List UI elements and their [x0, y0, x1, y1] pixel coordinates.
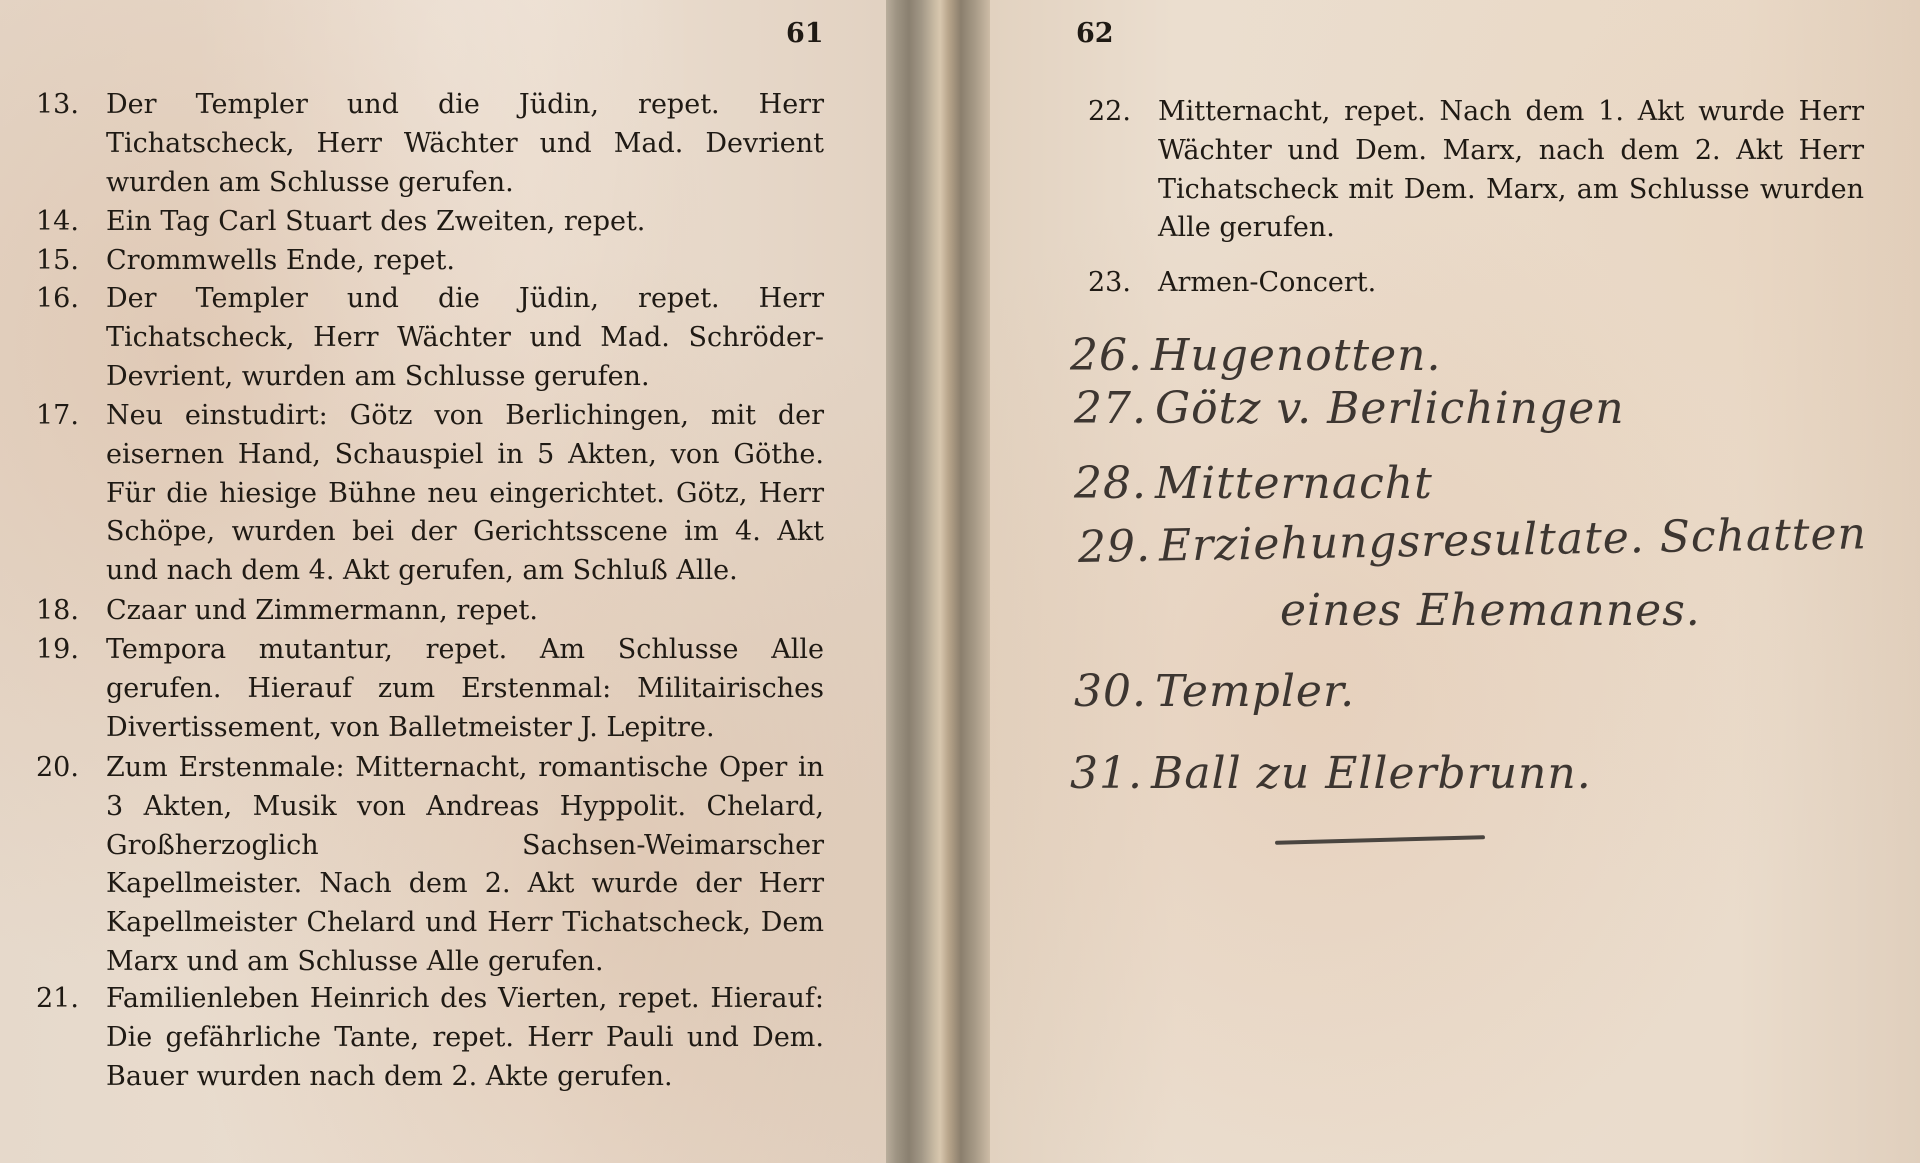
entry-text: Czaar und Zimmermann, repet. — [106, 595, 538, 626]
entry-number: 17. — [36, 400, 79, 431]
entry-number: 15. — [36, 245, 79, 276]
entry-number: 18. — [36, 595, 79, 626]
right-page — [990, 0, 1920, 1163]
handwritten-number: 27. — [1074, 383, 1147, 434]
handwritten-text: Hugenotten. — [1150, 330, 1442, 381]
entry-text: Mitternacht, repet. Nach dem 1. Akt wurde Herr Wächter und Dem. Marx, nach dem 2. Akt Herr Tichatscheck mit Dem. Marx, am Schlusse wurden Alle gerufen. — [1158, 96, 1864, 244]
entry-19 — [36, 631, 824, 747]
entry-number: 16. — [36, 283, 79, 314]
entry-number: 14. — [36, 206, 79, 237]
handwritten-entry-26 — [1070, 330, 1441, 381]
entry-13 — [36, 86, 824, 202]
handwritten-text: eines Ehemannes. — [1280, 585, 1701, 636]
handwritten-number: 30. — [1074, 666, 1147, 717]
entry-16 — [36, 280, 824, 396]
handwritten-entry-29 — [1078, 508, 1868, 573]
entry-number: 22. — [1088, 96, 1131, 127]
entry-text: Der Templer und die Jüdin, repet. Herr Tichatscheck, Herr Wächter und Mad. Devrient wurden am Schlusse gerufen. — [106, 89, 824, 198]
handwritten-entry-31 — [1070, 748, 1592, 799]
right-page-number: 62 — [1076, 18, 1114, 49]
handwritten-text: Ball zu Ellerbrunn. — [1150, 748, 1592, 799]
entry-22 — [1088, 93, 1864, 248]
entry-text: Neu einstudirt: Götz von Berlichingen, mit der eisernen Hand, Schauspiel in 5 Akten, von Göthe. Für die hiesige Bühne neu eingerichtet. Götz, Herr Schöpe, wurden bei der Gerichtsscene im 4. Akt und nach dem 4. Akt gerufen, am Schluß Alle. — [106, 400, 824, 587]
entry-number: 13. — [36, 89, 79, 120]
entry-text: Crommwells Ende, repet. — [106, 245, 455, 276]
entry-17 — [36, 397, 824, 591]
entry-23 — [1088, 264, 1864, 303]
handwritten-entry-28 — [1074, 458, 1433, 509]
handwritten-number: 31. — [1070, 748, 1143, 799]
handwritten-text: Götz v. Berlichingen — [1154, 383, 1625, 434]
handwritten-entry-30 — [1074, 666, 1355, 717]
entry-text: Armen-Concert. — [1158, 267, 1377, 298]
handwritten-text: Erziehungsresultate. Schatten — [1158, 508, 1868, 572]
handwritten-text: Templer. — [1154, 666, 1356, 717]
entry-text: Der Templer und die Jüdin, repet. Herr Tichatscheck, Herr Wächter und Mad. Schröder-Devrient, wurden am Schlusse gerufen. — [106, 283, 824, 392]
entry-number: 21. — [36, 983, 79, 1014]
left-page — [0, 0, 886, 1163]
entry-18 — [36, 592, 824, 631]
entry-number: 20. — [36, 752, 79, 783]
handwritten-text: Mitternacht — [1154, 458, 1433, 509]
handwritten-number: 29. — [1077, 520, 1152, 573]
entry-text: Tempora mutantur, repet. Am Schlusse Alle gerufen. Hierauf zum Erstenmal: Militairisches Divertissement, von Balletmeister J. Lepitre. — [106, 634, 824, 743]
entry-20 — [36, 749, 824, 982]
entry-text: Ein Tag Carl Stuart des Zweiten, repet. — [106, 206, 646, 237]
left-page-number: 61 — [786, 18, 824, 49]
book-gutter — [886, 0, 990, 1163]
handwritten-number: 28. — [1074, 458, 1147, 509]
entry-text: Zum Erstenmale: Mitternacht, romantische Oper in 3 Akten, Musik von Andreas Hyppolit. Chelard, Großherzoglich Sachsen-Weimarscher Kapellmeister. Nach dem 2. Akt wurde der Herr Kapellmeister Chelard und Herr Tichatscheck, Dem Marx und am Schlusse Alle gerufen. — [106, 752, 824, 977]
entry-number: 23. — [1088, 267, 1131, 298]
entry-number: 19. — [36, 634, 79, 665]
entry-14 — [36, 203, 824, 242]
handwritten-number: 26. — [1070, 330, 1143, 381]
handwritten-entry-29-continued — [1280, 585, 1701, 636]
entry-21 — [36, 980, 824, 1096]
entry-15 — [36, 242, 824, 281]
entry-text: Familienleben Heinrich des Vierten, repet. Hierauf: Die gefährliche Tante, repet. Herr Pauli und Dem. Bauer wurden nach dem 2. Akte gerufen. — [106, 983, 824, 1092]
handwritten-entry-27 — [1074, 383, 1625, 434]
